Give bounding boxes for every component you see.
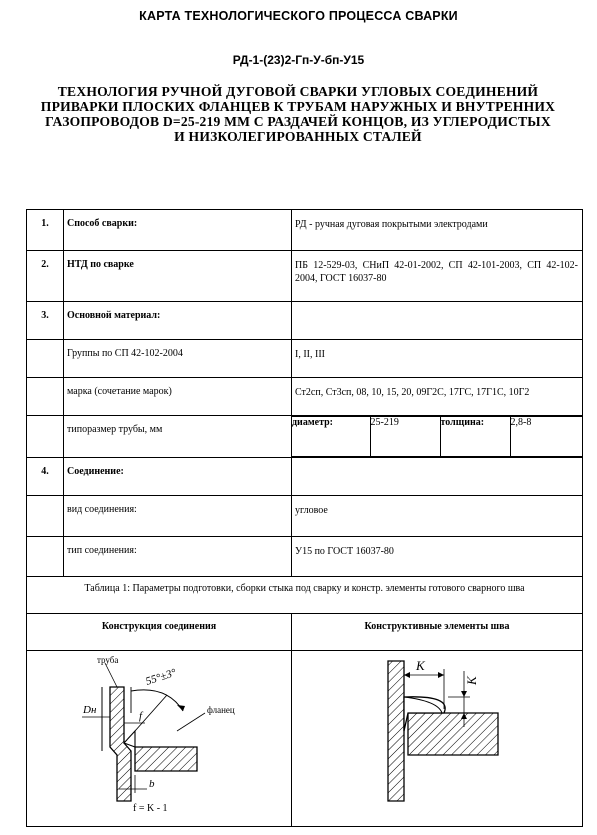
table-row [27,302,583,340]
row-number [27,416,64,458]
row-number: 2. [27,251,64,302]
row-value: угловое [292,496,583,537]
table-row [27,577,583,614]
row-value: У15 по ГОСТ 16037-80 [292,537,583,577]
thickness-label: толщина: [440,417,510,457]
row-label: марка (сочетание марок) [64,378,292,416]
dn-label: Dн [83,704,97,716]
arrow-icon [404,672,410,678]
column-header-elements: Конструктивные элементы шва [292,614,583,651]
card-code: РД-1-(23)2-Гп-У-бп-У15 [232,53,365,67]
formula-label: f = K - 1 [133,803,168,814]
row-label: Основной материал: [64,302,292,340]
thickness-value: 2,8-8 [510,417,583,457]
table-row [27,458,583,496]
flange-shape [408,713,498,755]
table-row [27,340,583,378]
figure-weld-elements [292,651,583,827]
row-number: 3. [27,302,64,340]
table-row [27,537,583,577]
row-value [292,302,583,340]
row-label: тип соединения: [64,537,292,577]
row-label: Способ сварки: [64,210,292,251]
row-value [292,458,583,496]
table-row [27,416,583,458]
angle-arc [131,690,183,711]
row-value: РД - ручная дуговая покрытыми электродами [292,210,583,251]
table-row [27,496,583,537]
row-label: Соединение: [64,458,292,496]
diameter-label: диаметр: [292,417,370,457]
pipe-wall-shape [388,661,404,801]
arrow-icon [461,691,467,697]
flange-leader-line [177,713,205,731]
table-row [27,251,583,302]
pipe-leader-line [105,663,117,687]
arrow-icon [438,672,444,678]
card-heading: ТЕХНОЛОГИЯ РУЧНОЙ ДУГОВОЙ СВАРКИ УГЛОВЫХ СОЕДИНЕНИЙ ПРИВАРКИ ПЛОСКИХ ФЛАНЦЕВ К ТРУБАМ НАРУЖНЫХ И ВНУТРЕННИХ ГАЗОПРОВОДОВ D=25-219 ММ С РАЗДАЧЕЙ КОНЦОВ, ИЗ УГЛЕРОДИСТЫХ И НИЗКОЛЕГИРОВАННЫХ СТАЛЕЙ [40,84,556,144]
flange-shape [135,747,197,771]
table1-caption: Таблица 1: Параметры подготовки, сборки стыка под сварку и констр. элементы готового сварного шва [27,577,583,614]
pipe-label: труба [97,655,119,665]
angle-label: 55°±3° [144,666,178,688]
k-horizontal-label: K [416,658,425,673]
figure-joint-construction [27,651,292,827]
row-label: НТД по сварке [64,251,292,302]
process-table [26,209,583,827]
flange-label: фланец [207,705,235,715]
pipe-size-table [292,416,583,457]
row-value: ПБ 12-529-03, СНиП 42-01-2002, СП 42-101-2003, СП 42-102-2004, ГОСТ 16037-80 [292,251,583,302]
table-row [27,378,583,416]
f-label: f [139,710,143,722]
row-label: вид соединения: [64,496,292,537]
diameter-value: 25-219 [370,417,440,457]
k-vertical-label: K [464,676,479,685]
pipe-size-cell [292,416,583,458]
column-header-construction: Конструкция соединения [27,614,292,651]
table-row [27,210,583,251]
b-label: b [149,778,155,790]
row-number [27,496,64,537]
card-title: КАРТА ТЕХНОЛОГИЧЕСКОГО ПРОЦЕССА СВАРКИ [139,9,458,23]
row-label: Группы по СП 42-102-2004 [64,340,292,378]
row-number: 4. [27,458,64,496]
row-value: Ст2сп, Ст3сп, 08, 10, 15, 20, 09Г2С, 17ГС, 17Г1С, 10Г2 [292,378,583,416]
row-value: I, II, III [292,340,583,378]
joint-construction-drawing [27,651,291,823]
row-number [27,378,64,416]
row-number [27,340,64,378]
angle-arrow-icon [177,705,185,711]
row-label: типоразмер трубы, мм [64,416,292,458]
table-row [27,651,583,827]
row-number [27,537,64,577]
row-number: 1. [27,210,64,251]
table-row [27,614,583,651]
weld-elements-drawing [292,651,583,823]
